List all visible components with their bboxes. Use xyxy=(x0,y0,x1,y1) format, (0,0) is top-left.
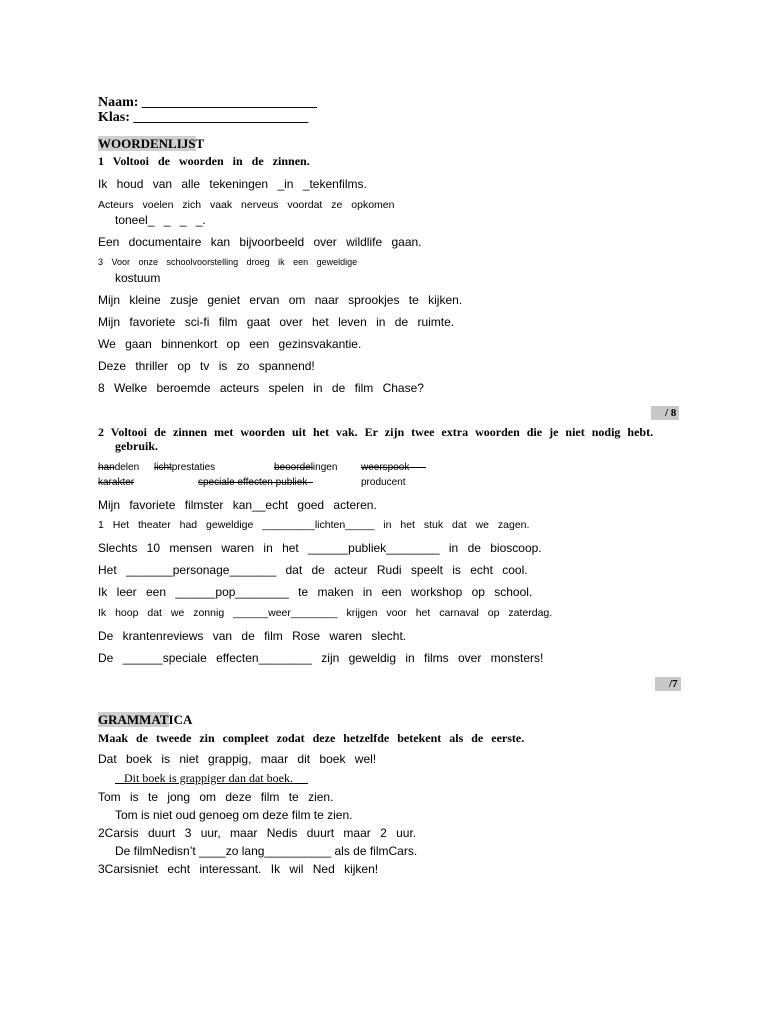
exercise-2-instruction: 2 Voltooi de zinnen met woorden uit het vak. Er zijn twee extra woorden die je niet nodig hebt. xyxy=(98,425,654,439)
grammar-answer: Dit boek is grappiger dan dat boek. xyxy=(115,771,308,785)
grammar-line: Dat boek is niet grappig, maar dit boek wel! xyxy=(98,752,377,766)
exercise-1-line: kostuum xyxy=(115,271,161,285)
exercise-1-line: Een documentaire kan bijvoorbeeld over wildlife gaan. xyxy=(98,235,422,249)
word-box-item: handelen xyxy=(98,462,140,473)
section-title-rest: T xyxy=(195,136,205,151)
exercise-1-instruction: 1 Voltooi de woorden in de zinnen. xyxy=(98,154,310,168)
word-box-item: karakter xyxy=(98,477,135,488)
grammar-line: 2Carsis duurt 3 uur, maar Nedis duurt maar 2 uur. xyxy=(98,826,417,840)
exercise-1-line: Ik houd van alle tekeningen _in _tekenfilms. xyxy=(98,177,367,191)
exercise-2-line: Slechts 10 mensen waren in het ______publiek________ in de bioscoop. xyxy=(98,541,542,555)
exercise-2-line: Ik hoop dat we zonnig ______weer________ krijgen voor het carnaval op zaterdag. xyxy=(98,607,553,619)
word-box-item: weerspook xyxy=(361,462,410,473)
grammar-answer: Tom is niet oud genoeg om deze film te zien. xyxy=(115,808,353,822)
exercise-2-line: 1 Het theater had geweldige _________lichten_____ in het stuk dat we zagen. xyxy=(98,519,530,531)
class-line: Klas: _________________________ xyxy=(98,110,309,125)
section-title-woordenlijst xyxy=(98,136,204,152)
word-box-item: speciale effecten publiek xyxy=(198,477,308,488)
section-title-grammatica xyxy=(98,712,192,728)
section-title-highlight: WOORDENLIJS xyxy=(98,136,196,151)
exercise-1-score: / 8 xyxy=(651,406,679,420)
grammar-answer: De filmNedisn’t ____zo lang__________ als de filmCars. xyxy=(115,844,418,858)
exercise-1-line: We gaan binnenkort op een gezinsvakantie. xyxy=(98,337,362,351)
exercise-2-instruction-cont: gebruik. xyxy=(115,439,159,453)
exercise-2-line: Ik leer een ______pop________ te maken in een workshop op school. xyxy=(98,585,533,599)
section-title-highlight: GRAMMAT xyxy=(98,712,169,727)
exercise-1-line: Mijn kleine zusje geniet ervan om naar sprookjes te kijken. xyxy=(98,293,463,307)
exercise-1-line: toneel_ _ _ _. xyxy=(115,213,206,227)
name-line: Naam: _________________________ xyxy=(98,95,317,110)
grammar-instruction: Maak de tweede zin compleet zodat deze hetzelfde betekent als de eerste. xyxy=(98,731,525,745)
word-box-item: beoordelingen xyxy=(274,462,338,473)
exercise-2-line: De krantenreviews van de film Rose waren slecht. xyxy=(98,629,407,643)
word-box-item: lichtprestaties xyxy=(154,462,216,473)
exercise-2-line: De ______speciale effecten________ zijn geweldig in films over monsters! xyxy=(98,651,544,665)
exercise-1-line: Acteurs voelen zich vaak nerveus voordat ze opkomen xyxy=(98,199,395,211)
word-box-item: producent xyxy=(361,477,406,488)
section-title-rest: ICA xyxy=(168,712,193,727)
exercise-2-score: /7 xyxy=(655,677,681,691)
exercise-1-line: 3 Voor onze schoolvoorstelling droeg ik een geweldige xyxy=(98,257,358,267)
exercise-1-line: Deze thriller op tv is zo spannend! xyxy=(98,359,315,373)
exercise-1-line: 8 Welke beroemde acteurs spelen in de film Chase? xyxy=(98,381,424,395)
grammar-line: Tom is te jong om deze film te zien. xyxy=(98,790,334,804)
exercise-2-line: Het _______personage_______ dat de acteur Rudi speelt is echt cool. xyxy=(98,563,528,577)
grammar-line: 3Carsisniet echt interessant. Ik wil Ned kijken! xyxy=(98,862,379,876)
exercise-2-line: Mijn favoriete filmster kan__echt goed acteren. xyxy=(98,498,377,512)
exercise-1-line: Mijn favoriete sci-fi film gaat over het leven in de ruimte. xyxy=(98,315,455,329)
